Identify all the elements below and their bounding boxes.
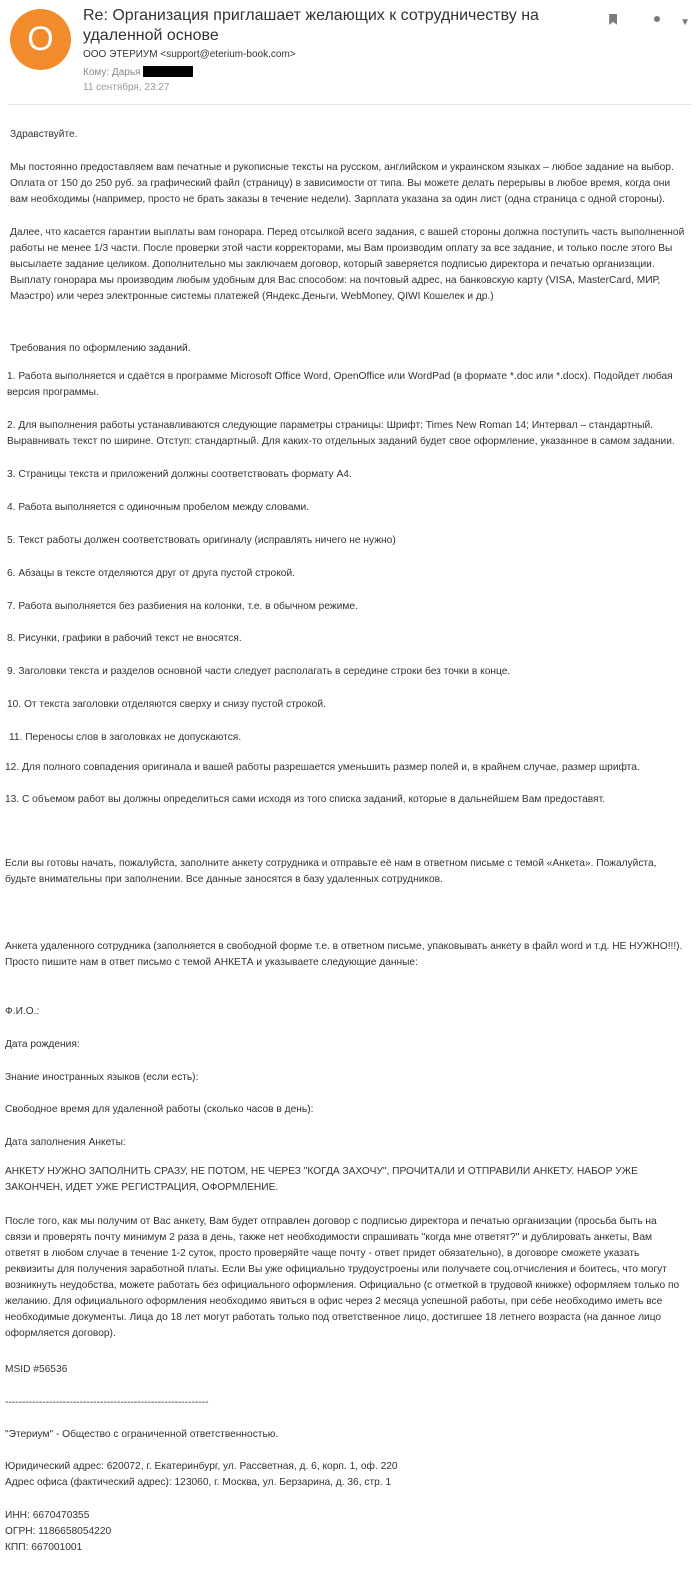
greeting: Здравствуйте.	[10, 129, 78, 140]
requirement-3: 3. Страницы текста и приложений должны соответствовать формату А4.	[7, 469, 352, 480]
form-field-free-time: Свободное время для удаленной работы (сколько часов в день):	[5, 1104, 314, 1115]
company-ogrn: ОГРН: 1186658054220	[5, 1526, 112, 1537]
header-actions	[577, 12, 690, 30]
form-field-fill-date: Дата заполнения Анкеты:	[5, 1137, 126, 1148]
legal-address: Юридический адрес: 620072, г. Екатеринбург, ул. Рассветная, д. 6, корп. 1, оф. 220	[5, 1461, 398, 1472]
dot-icon[interactable]	[638, 12, 660, 30]
requirement-11: 11. Переносы слов в заголовках не допускаются.	[9, 732, 242, 743]
email-subject: Re: Организация приглашает желающих к сотрудничеству на удаленной основе	[83, 7, 539, 44]
header-divider	[8, 104, 692, 105]
form-field-languages: Знание иностранных языков (если есть):	[5, 1072, 199, 1083]
chevron-down-icon[interactable]: ▼	[680, 17, 690, 28]
paragraph-payment: Мы постоянно предоставляем вам печатные и рукописные тексты на русском, английском и украинском языках – любое задание на выбор. Оплата от 150 до 250 руб. за графический файл (страницу) в зависимости от типа. Вы можете делать перерывы в любое время, когда они вам необходимы (например, просто не брать заказы в течение недели). Зарплата указана за один лист (одна страница с одной стороны).	[10, 162, 674, 205]
msid: MSID #56536	[5, 1364, 68, 1375]
office-address: Адрес офиса (фактический адрес): 123060, г. Москва, ул. Берзарина, д. 36, стр. 1	[5, 1477, 392, 1488]
separator-line: ------------------------------------------------------------	[5, 1397, 209, 1408]
company-inn: ИНН: 6670470355	[5, 1510, 90, 1521]
requirement-5: 5. Текст работы должен соответствовать оригиналу (исправлять ничего не нужно)	[7, 535, 396, 546]
requirement-10: 10. От текста заголовки отделяются сверху и снизу пустой строкой.	[7, 699, 326, 710]
requirement-12: 12. Для полного совпадения оригинала и вашей работы разрешается уменьшить размер полей и, в крайнем случае, размер шрифта.	[5, 762, 640, 773]
sender-address[interactable]: ООО ЭТЕРИУМ <support@eterium-book.com>	[83, 49, 296, 60]
sender-avatar[interactable]: O	[10, 9, 71, 70]
paragraph-guarantee: Далее, что касается гарантии выплаты вам гонорара. Перед отсылкой всего задания, с вашей стороны должна поступить часть выполненной работы не менее 1/3 части. После проверки этой части корректорами, мы Вам производим оплату за все задание, и только после этого Вы высылаете задание целиком. Дополнительно мы заключаем договор, который заверяется подписью директора и печатью организации. Выплату гонорара мы производим любым удобным для Вас способом: на почтовый адрес, на банковскую карту (VISA, MasterCard, МИР, Маэстро) или через электронные системы платежей (Яндекс.Деньги, WebMoney, QIWI Кошелек и др.)	[10, 227, 685, 302]
recipient-line	[83, 66, 193, 78]
requirement-2: 2. Для выполнения работы устанавливаются следующие параметры страницы: Шрифт: Times New Roman 14; Интервал – стандартный. Выравнивать текст по ширине. Отступ: стандартный. Для каких-то отдельных заданий будет свое оформление, указанное в самом задании.	[7, 420, 675, 447]
requirement-7: 7. Работа выполняется без разбиения на колонки, т.е. в обычном режиме.	[7, 601, 358, 612]
requirement-9: 9. Заголовки текста и разделов основной части следует располагать в середине строки без точки в конце.	[7, 666, 511, 677]
requirement-1: 1. Работа выполняется и сдаётся в программе Microsoft Office Word, OpenOffice или WordPad (в формате *.doc или *.docx). Подойдет любая версия программы.	[7, 371, 673, 398]
paragraph-after: После того, как мы получим от Вас анкету, Вам будет отправлен договор с подписью директора и печатью организации (просьба быть на связи и проверять почту минимум 2 раза в день, также нет необходимости спрашивать "когда мне ответят?" и дублировать анкеты, Вам ответят в любом случае в течение 1-2 суток, просто проверяйте чаще почту - ответ придет обязательно), в договоре сможете указать реквизиты для получения заработной платы. Если Вы уже официально трудоустроены или получаете соц.отчисления и боитесь, что могут возникнуть неудобства, можете работать без официального оформления. Официально (с отметкой в трудовой книжке) оформляем только по желанию. Для официального оформления необходимо явиться в офис через 2 месяца успешной работы, при себе необходимо иметь все необходимые документы. Лица до 18 лет могут работать только под ответственное лицо, достигшее 18 летнего возраста (на данное лицо оформляется договор).	[5, 1216, 680, 1339]
paragraph-caps: АНКЕТУ НУЖНО ЗАПОЛНИТЬ СРАЗУ, НЕ ПОТОМ, НЕ ЧЕРЕЗ "КОГДА ЗАХОЧУ", ПРОЧИТАЛИ И ОТПРАВИЛИ АНКЕТУ. НАБОР УЖЕ ЗАКОНЧЕН, ИДЕТ УЖЕ РЕГИСТРАЦИЯ, ОФОРМЛЕНИЕ.	[5, 1166, 638, 1193]
form-field-fio: Ф.И.О.:	[5, 1006, 40, 1017]
requirement-4: 4. Работа выполняется с одиночным пробелом между словами.	[7, 502, 310, 513]
paragraph-ready: Если вы готовы начать, пожалуйста, заполните анкету сотрудника и отправьте её нам в ответном письме с темой «Анкета». Пожалуйста, будьте внимательны при заполнении. Все данные заносятся в базу удаленных сотрудников.	[5, 858, 657, 885]
requirement-8: 8. Рисунки, графики в рабочий текст не вносятся.	[7, 633, 242, 644]
email-header	[0, 0, 700, 105]
redacted-name	[143, 66, 193, 77]
bookmark-icon[interactable]	[593, 12, 617, 30]
email-date: 11 сентября, 23:27	[83, 82, 170, 93]
company-name: "Этериум" - Общество с ограниченной ответственностью.	[5, 1429, 279, 1440]
paragraph-form-intro: Анкета удаленного сотрудника (заполняется в свободной форме т.е. в ответном письме, упаковывать анкету в файл word и т.д. НЕ НУЖНО!!!). Просто пишите нам в ответ письмо с темой АНКЕТА и указываете следующие данные:	[5, 941, 683, 968]
requirements-title: Требования по оформлению заданий.	[10, 343, 191, 354]
form-field-birthdate: Дата рождения:	[5, 1039, 80, 1050]
company-kpp: КПП: 667001001	[5, 1542, 83, 1553]
requirement-6: 6. Абзацы в тексте отделяются друг от друга пустой строкой.	[7, 568, 295, 579]
requirement-13: 13. С объемом работ вы должны определиться сами исходя из того списка заданий, которые в дальнейшем Вам предоставят.	[5, 794, 605, 805]
recipient-label: Кому: Дарья	[83, 67, 141, 78]
